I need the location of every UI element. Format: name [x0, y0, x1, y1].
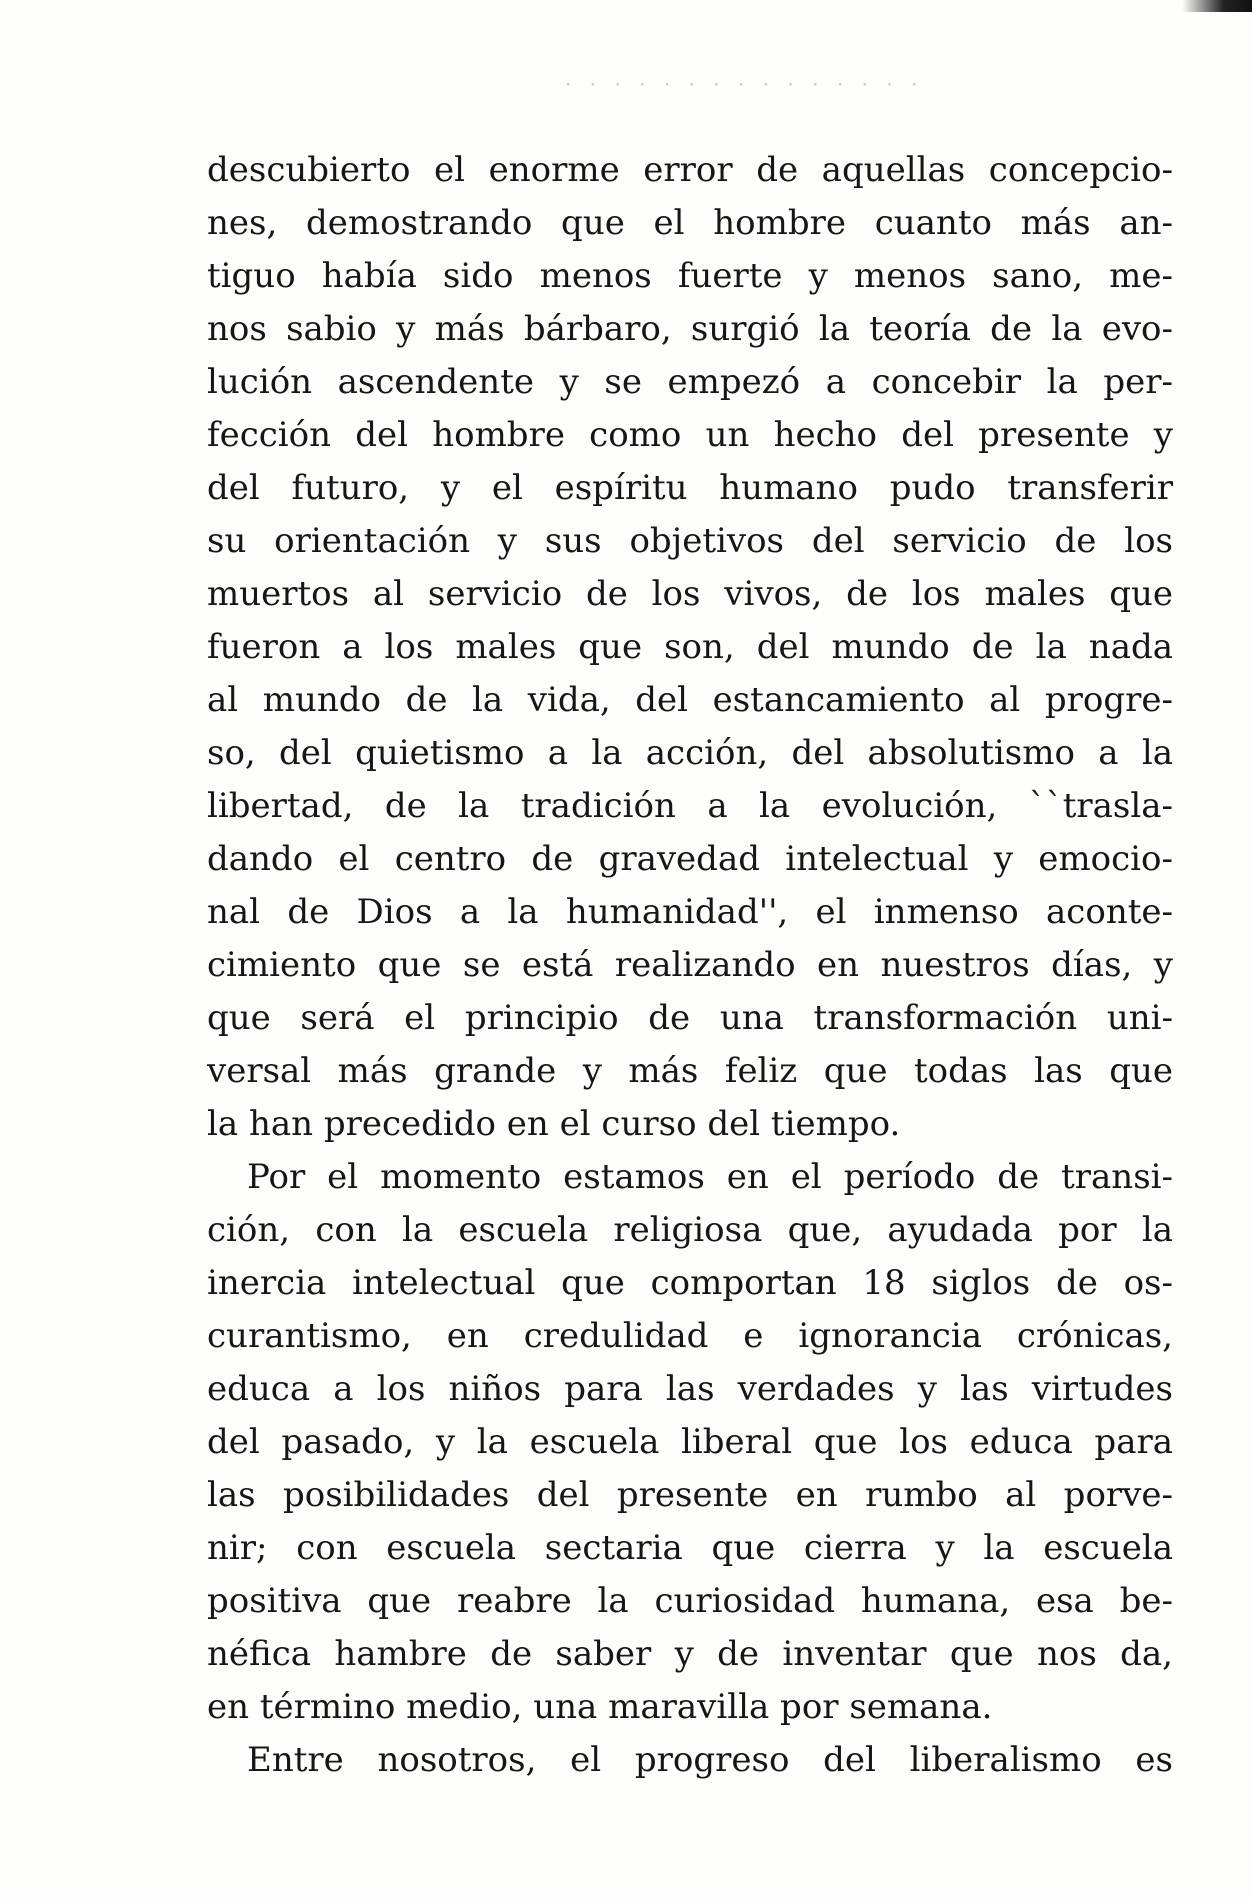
text-line: fección del hombre como un hecho del presente y: [207, 415, 1173, 455]
scan-edge-mark: [1182, 0, 1252, 12]
text-line: del futuro, y el espíritu humano pudo transferir: [207, 468, 1173, 508]
text-line: nal de Dios a la humanidad'', el inmenso aconte-: [207, 892, 1173, 932]
text-line: positiva que reabre la curiosidad humana, esa be-: [207, 1581, 1173, 1621]
text-line: descubierto el enorme error de aquellas concepcio-: [207, 150, 1173, 190]
text-line: nos sabio y más bárbaro, surgió la teoría de la evo-: [207, 309, 1173, 349]
text-line: néfica hambre de saber y de inventar que nos da,: [207, 1634, 1173, 1674]
text-line: Entre nosotros, el progreso del liberalismo es: [247, 1740, 1173, 1780]
text-line: lución ascendente y se empezó a concebir la per-: [207, 362, 1173, 402]
text-line: tiguo había sido menos fuerte y menos sano, me-: [207, 256, 1173, 296]
text-line: su orientación y sus objetivos del servicio de los: [207, 521, 1173, 561]
faded-running-head: · · · · · · · · · · · · · · ·: [565, 72, 924, 96]
text-line: educa a los niños para las verdades y las virtudes: [207, 1369, 1173, 1409]
text-line: las posibilidades del presente en rumbo al porve-: [207, 1475, 1173, 1515]
body-text: [207, 144, 1173, 1787]
text-line: inercia intelectual que comportan 18 siglos de os-: [207, 1263, 1173, 1303]
paragraph-2: [207, 1151, 1173, 1734]
text-line: Por el momento estamos en el período de transi-: [247, 1157, 1173, 1197]
text-line: libertad, de la tradición a la evolución, ``trasla-: [207, 786, 1173, 826]
text-line: dando el centro de gravedad intelectual y emocio-: [207, 839, 1173, 879]
text-line: al mundo de la vida, del estancamiento al progre-: [207, 680, 1173, 720]
text-line: muertos al servicio de los vivos, de los males que: [207, 574, 1173, 614]
text-line: fueron a los males que son, del mundo de la nada: [207, 627, 1173, 667]
text-line: curantismo, en credulidad e ignorancia crónicas,: [207, 1316, 1173, 1356]
text-line: nir; con escuela sectaria que cierra y la escuela: [207, 1528, 1173, 1568]
text-line: so, del quietismo a la acción, del absolutismo a la: [207, 733, 1173, 773]
text-line: del pasado, y la escuela liberal que los educa para: [207, 1422, 1173, 1462]
text-line: ción, con la escuela religiosa que, ayudada por la: [207, 1210, 1173, 1250]
paragraph-1: [207, 144, 1173, 1151]
text-line: versal más grande y más feliz que todas las que: [207, 1051, 1173, 1091]
text-line: en término medio, una maravilla por semana.: [207, 1687, 993, 1727]
text-line: nes, demostrando que el hombre cuanto más an-: [207, 203, 1173, 243]
text-line: cimiento que se está realizando en nuestros días, y: [207, 945, 1173, 985]
text-line: que será el principio de una transformación uni-: [207, 998, 1173, 1038]
paragraph-3: [207, 1734, 1173, 1787]
text-line: la han precedido en el curso del tiempo.: [207, 1104, 901, 1144]
